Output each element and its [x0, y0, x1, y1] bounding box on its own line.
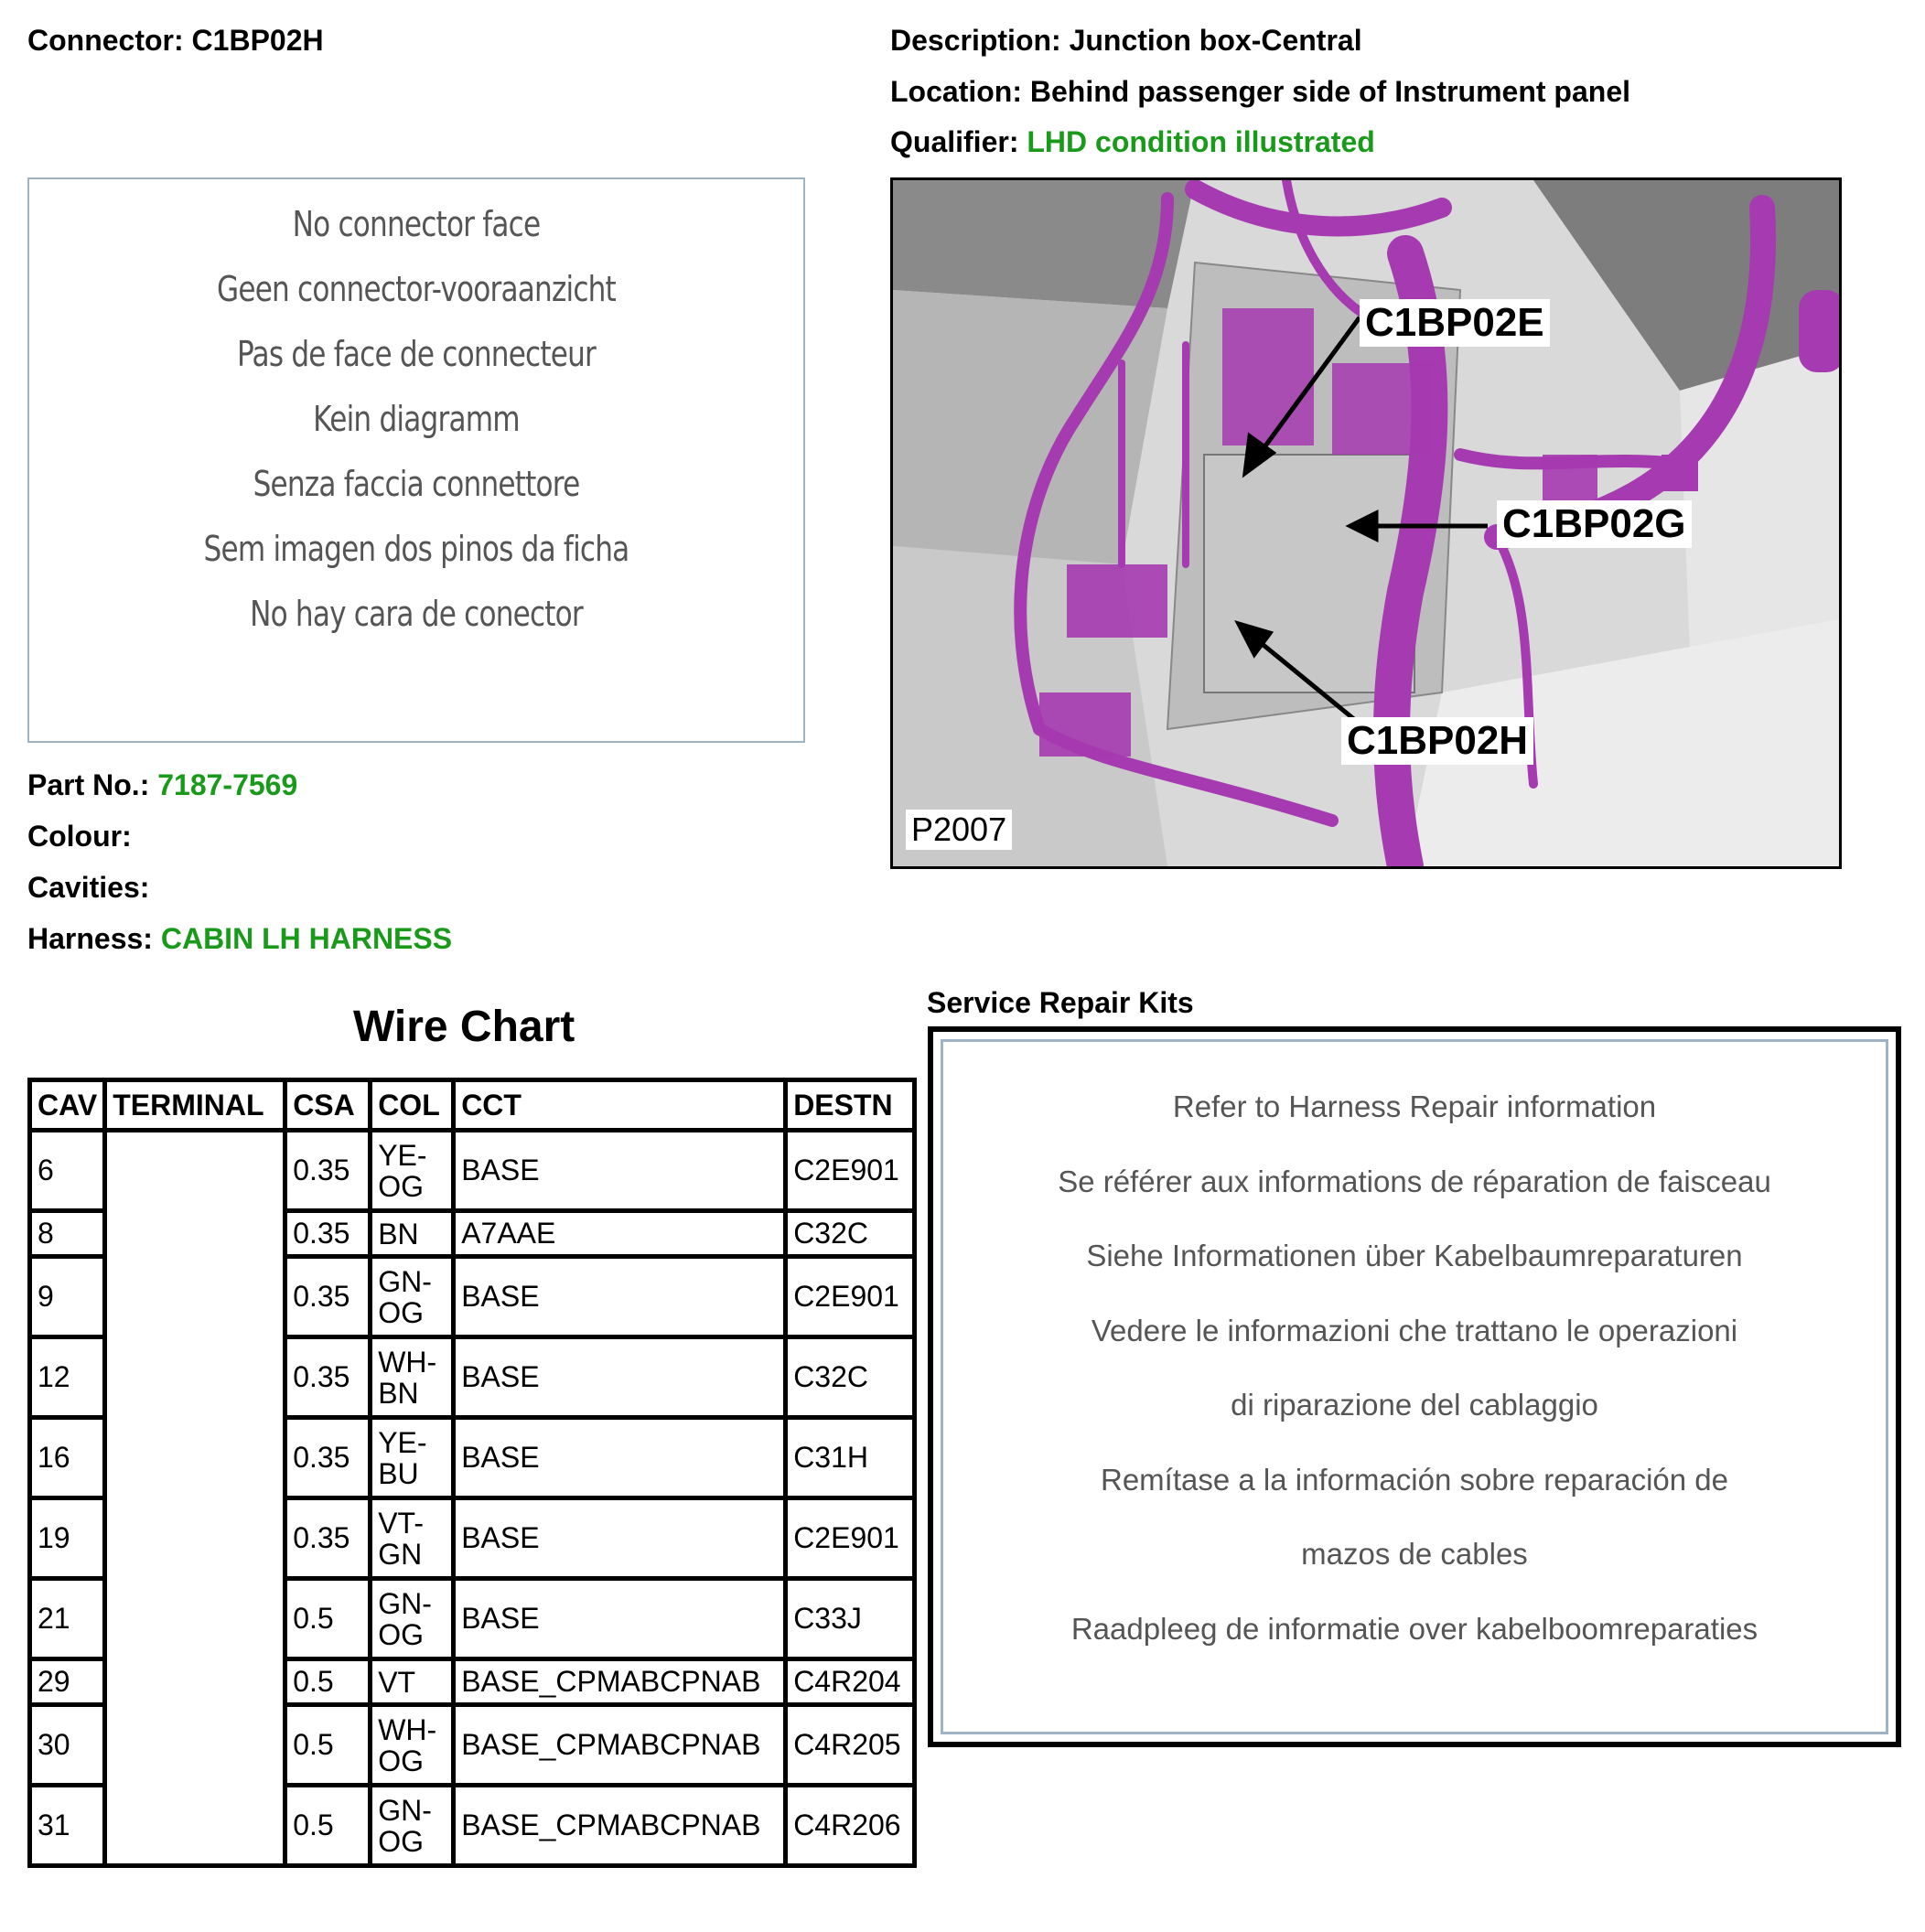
- connector-label: Connector:: [27, 24, 184, 57]
- location-field: [890, 75, 1630, 109]
- cell-cav: 16: [30, 1418, 105, 1498]
- location-photo: [890, 177, 1842, 869]
- cavities-label: Cavities:: [27, 871, 150, 904]
- cell-col: VT-GN: [371, 1498, 454, 1579]
- connector-value: C1BP02H: [191, 24, 324, 57]
- qualifier-value: LHD condition illustrated: [1027, 125, 1375, 158]
- callout-c1bp02h: C1BP02H: [1341, 717, 1533, 765]
- repair-line: Refer to Harness Repair information: [1172, 1089, 1657, 1123]
- no-face-line: Geen connector-vooraanzicht: [217, 269, 616, 309]
- repair-line: Raadpleeg de informatie over kabelboomreparaties: [1070, 1611, 1758, 1646]
- service-repair-panel: [928, 1026, 1901, 1747]
- cell-csa: 0.35: [285, 1131, 371, 1211]
- cell-csa: 0.35: [285, 1211, 371, 1257]
- header-terminal: TERMINAL: [105, 1080, 285, 1131]
- repair-line: di riparazione del cablaggio: [1231, 1388, 1598, 1422]
- cell-col: YE-BU: [371, 1418, 454, 1498]
- cell-destn: C2E901: [786, 1498, 915, 1579]
- cell-destn: C4R206: [786, 1786, 915, 1866]
- cell-col: GN-OG: [371, 1257, 454, 1337]
- cell-cct: A7AAE: [454, 1211, 786, 1257]
- qualifier-field: [890, 125, 1375, 159]
- colour-field: [27, 820, 132, 853]
- cell-csa: 0.35: [285, 1337, 371, 1418]
- cell-cct: BASE_CPMABCPNAB: [454, 1659, 786, 1705]
- callout-c1bp02g: C1BP02G: [1497, 500, 1692, 548]
- table-row: [30, 1131, 915, 1211]
- cell-destn: C4R205: [786, 1705, 915, 1786]
- cell-csa: 0.35: [285, 1418, 371, 1498]
- cell-cct: BASE_CPMABCPNAB: [454, 1786, 786, 1866]
- cell-cav: 8: [30, 1211, 105, 1257]
- cell-cct: BASE: [454, 1337, 786, 1418]
- service-repair-inner: [941, 1039, 1888, 1734]
- cell-destn: C2E901: [786, 1131, 915, 1211]
- part-number-field: [27, 768, 297, 802]
- qualifier-label: Qualifier:: [890, 125, 1019, 158]
- no-face-line: No hay cara de conector: [250, 594, 583, 634]
- cell-cct: BASE: [454, 1131, 786, 1211]
- cell-destn: C31H: [786, 1418, 915, 1498]
- service-repair-title: Service Repair Kits: [927, 986, 1194, 1019]
- cell-col: GN-OG: [371, 1786, 454, 1866]
- header-cct: CCT: [454, 1080, 786, 1131]
- cell-destn: C33J: [786, 1579, 915, 1659]
- cell-cct: BASE: [454, 1498, 786, 1579]
- cell-col: WH-BN: [371, 1337, 454, 1418]
- cell-csa: 0.5: [285, 1705, 371, 1786]
- cell-cav: 31: [30, 1786, 105, 1866]
- harness-value: CABIN LH HARNESS: [160, 922, 453, 955]
- cell-csa: 0.35: [285, 1498, 371, 1579]
- repair-line: Remítase a la información sobre reparación de: [1100, 1462, 1729, 1497]
- cell-terminal: [105, 1131, 285, 1866]
- repair-line: Siehe Informationen über Kabelbaumreparaturen: [1086, 1239, 1743, 1272]
- part-value: 7187-7569: [157, 768, 298, 801]
- harness-field: [27, 922, 452, 956]
- location-label: Location:: [890, 75, 1022, 108]
- photo-code: P2007: [906, 810, 1012, 850]
- table-header-row: [30, 1080, 915, 1131]
- cell-cct: BASE_CPMABCPNAB: [454, 1705, 786, 1786]
- location-value: Behind passenger side of Instrument panel: [1029, 75, 1630, 108]
- cell-cav: 6: [30, 1131, 105, 1211]
- no-face-line: Sem imagen dos pinos da ficha: [203, 529, 629, 569]
- header-csa: CSA: [285, 1080, 371, 1131]
- wire-chart-table: [27, 1078, 917, 1868]
- wire-chart-title: Wire Chart: [353, 1003, 575, 1051]
- wire-chart-body: [30, 1131, 915, 1866]
- description-label: Description:: [890, 24, 1061, 57]
- header-col: COL: [371, 1080, 454, 1131]
- repair-line: mazos de cables: [1301, 1537, 1528, 1571]
- callout-c1bp02e: C1BP02E: [1360, 299, 1550, 347]
- cell-cav: 12: [30, 1337, 105, 1418]
- cell-col: YE-OG: [371, 1131, 454, 1211]
- cell-cav: 21: [30, 1579, 105, 1659]
- cell-cav: 19: [30, 1498, 105, 1579]
- header-cav: CAV: [30, 1080, 105, 1131]
- repair-line: Vedere le informazioni che trattano le operazioni: [1091, 1313, 1738, 1347]
- cell-destn: C32C: [786, 1211, 915, 1257]
- cell-csa: 0.5: [285, 1579, 371, 1659]
- cell-destn: C32C: [786, 1337, 915, 1418]
- no-face-line: No connector face: [292, 204, 541, 244]
- description-value: Junction box-Central: [1069, 24, 1362, 57]
- cell-destn: C4R204: [786, 1659, 915, 1705]
- no-face-line: Pas de face de connecteur: [236, 334, 597, 374]
- cell-cct: BASE: [454, 1579, 786, 1659]
- colour-label: Colour:: [27, 820, 132, 853]
- part-label: Part No.:: [27, 768, 150, 801]
- cell-col: GN-OG: [371, 1579, 454, 1659]
- cavities-field: [27, 871, 149, 905]
- cell-cct: BASE: [454, 1257, 786, 1337]
- no-face-line: Kein diagramm: [313, 399, 520, 439]
- harness-label: Harness:: [27, 922, 153, 955]
- header-destn: DESTN: [786, 1080, 915, 1131]
- connector-field: [27, 24, 324, 58]
- cell-csa: 0.5: [285, 1659, 371, 1705]
- cell-csa: 0.5: [285, 1786, 371, 1866]
- cell-col: VT: [371, 1659, 454, 1705]
- no-face-line: Senza faccia connettore: [253, 464, 580, 504]
- cell-cav: 29: [30, 1659, 105, 1705]
- cell-cct: BASE: [454, 1418, 786, 1498]
- cell-csa: 0.35: [285, 1257, 371, 1337]
- cell-col: BN: [371, 1211, 454, 1257]
- cell-cav: 9: [30, 1257, 105, 1337]
- description-field: [890, 24, 1362, 58]
- cell-col: WH-OG: [371, 1705, 454, 1786]
- cell-cav: 30: [30, 1705, 105, 1786]
- no-connector-face-panel: [27, 177, 805, 743]
- repair-line: Se référer aux informations de réparation de faisceau: [1058, 1164, 1771, 1198]
- cell-destn: C2E901: [786, 1257, 915, 1337]
